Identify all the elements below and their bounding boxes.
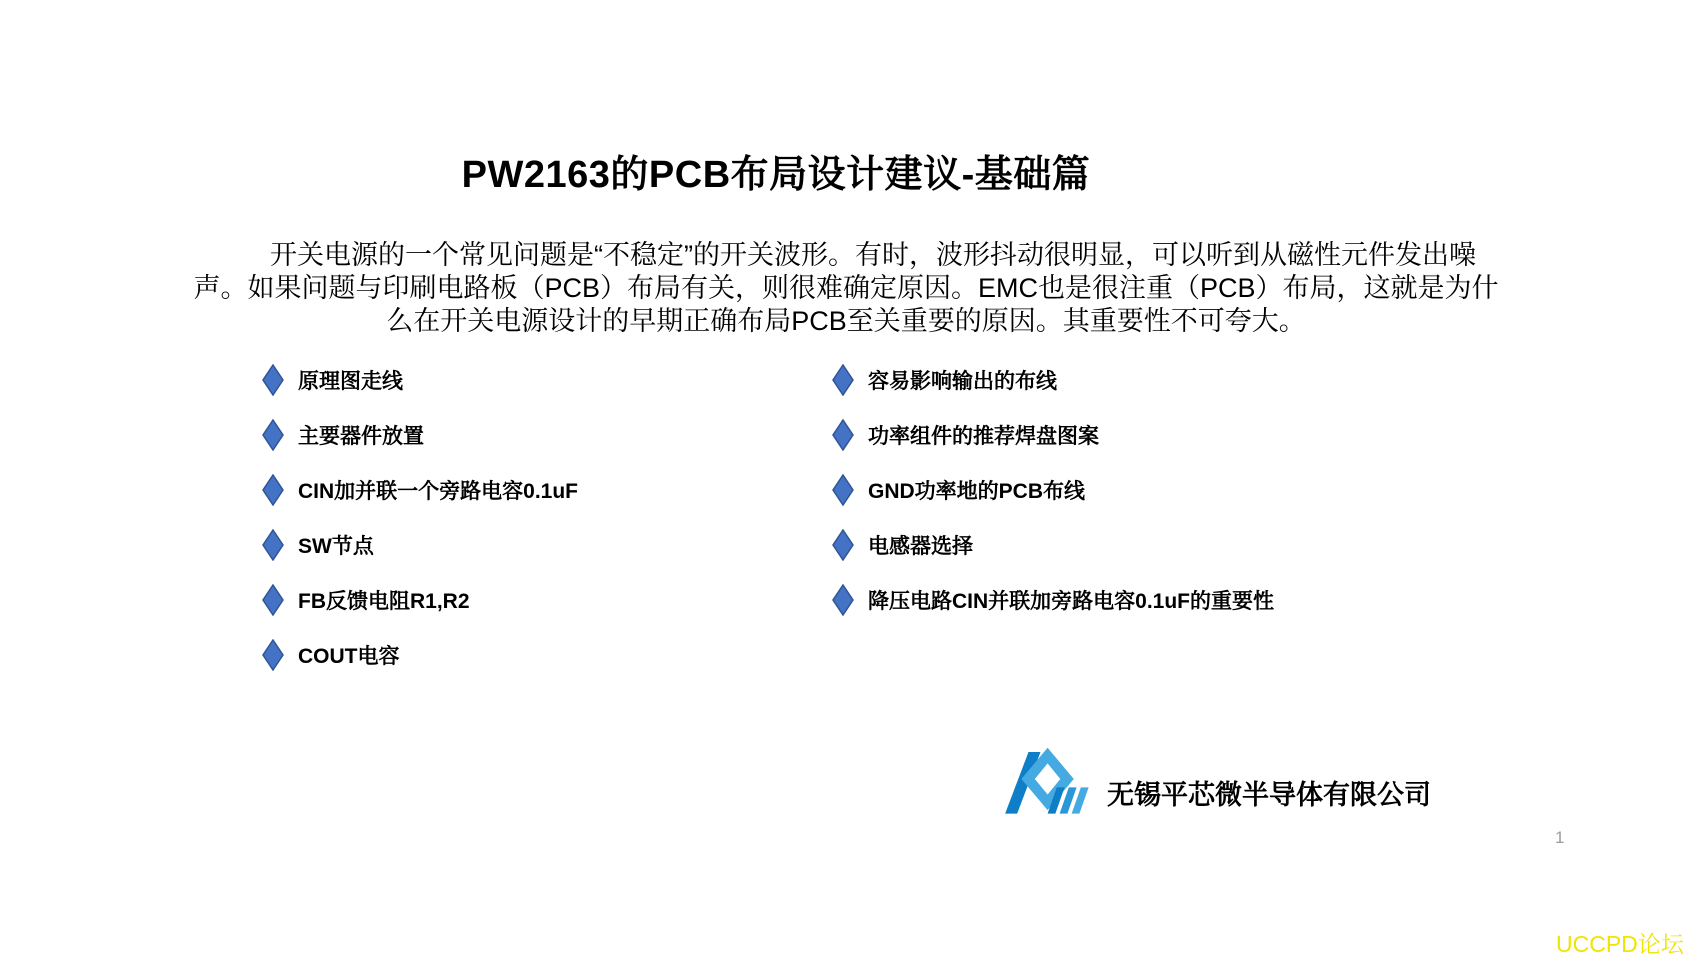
bullet-item bbox=[832, 418, 1274, 452]
bullet-label: 容易影响输出的布线 bbox=[868, 370, 1057, 393]
watermark-text: UCCPD论坛 bbox=[1556, 931, 1684, 955]
diamond-bullet-icon bbox=[832, 419, 854, 451]
bullet-item bbox=[832, 583, 1274, 617]
footer-logo-block bbox=[1003, 742, 1431, 818]
page-number: 1 bbox=[1555, 828, 1565, 847]
bullet-list-left bbox=[262, 363, 578, 693]
bullet-label: 降压电路CIN并联加旁路电容0.1uF的重要性 bbox=[868, 590, 1275, 613]
diamond-bullet-icon bbox=[832, 474, 854, 506]
company-logo-mark-icon bbox=[1003, 742, 1095, 818]
diamond-bullet-icon bbox=[832, 529, 854, 561]
bullet-item bbox=[832, 528, 1274, 562]
bullet-item bbox=[832, 473, 1274, 507]
bullet-label: SW节点 bbox=[298, 535, 374, 558]
bullet-label: GND功率地的PCB布线 bbox=[868, 480, 1086, 503]
diamond-bullet-icon bbox=[262, 419, 284, 451]
intro-paragraph: 开关电源的一个常见问题是“不稳定”的开关波形。有时，波形抖动很明显，可以听到从磁性元件发出噪声。如果问题与印刷电路板（PCB）布局有关，则很难确定原因。EMC也是很注重（PCB）布局，这就是为什么在开关电源设计的早期正确布局PCB至关重要的原因。其重要性不可夸大。 bbox=[193, 240, 1499, 336]
bullet-item bbox=[262, 418, 578, 452]
bullet-list-right bbox=[832, 363, 1274, 638]
diamond-bullet-icon bbox=[262, 474, 284, 506]
bullet-label: 功率组件的推荐焊盘图案 bbox=[868, 425, 1099, 448]
bullet-label: 原理图走线 bbox=[298, 370, 403, 393]
bullet-label: CIN加并联一个旁路电容0.1uF bbox=[298, 480, 579, 503]
bullet-label: COUT电容 bbox=[298, 645, 400, 668]
company-name: 无锡平芯微半导体有限公司 bbox=[1107, 780, 1431, 810]
page-title: PW2163的PCB布局设计建议-基础篇 bbox=[461, 154, 1091, 197]
bullet-item bbox=[262, 638, 578, 672]
bullet-item bbox=[262, 473, 578, 507]
bullet-label: 电感器选择 bbox=[868, 535, 973, 558]
diamond-bullet-icon bbox=[262, 639, 284, 671]
bullet-item bbox=[262, 528, 578, 562]
bullet-item bbox=[832, 363, 1274, 397]
bullet-label: FB反馈电阻R1,R2 bbox=[298, 590, 470, 613]
bullet-item bbox=[262, 363, 578, 397]
diamond-bullet-icon bbox=[832, 584, 854, 616]
diamond-bullet-icon bbox=[262, 584, 284, 616]
diamond-bullet-icon bbox=[262, 529, 284, 561]
bullet-label: 主要器件放置 bbox=[298, 425, 424, 448]
diamond-bullet-icon bbox=[832, 364, 854, 396]
diamond-bullet-icon bbox=[262, 364, 284, 396]
bullet-item bbox=[262, 583, 578, 617]
